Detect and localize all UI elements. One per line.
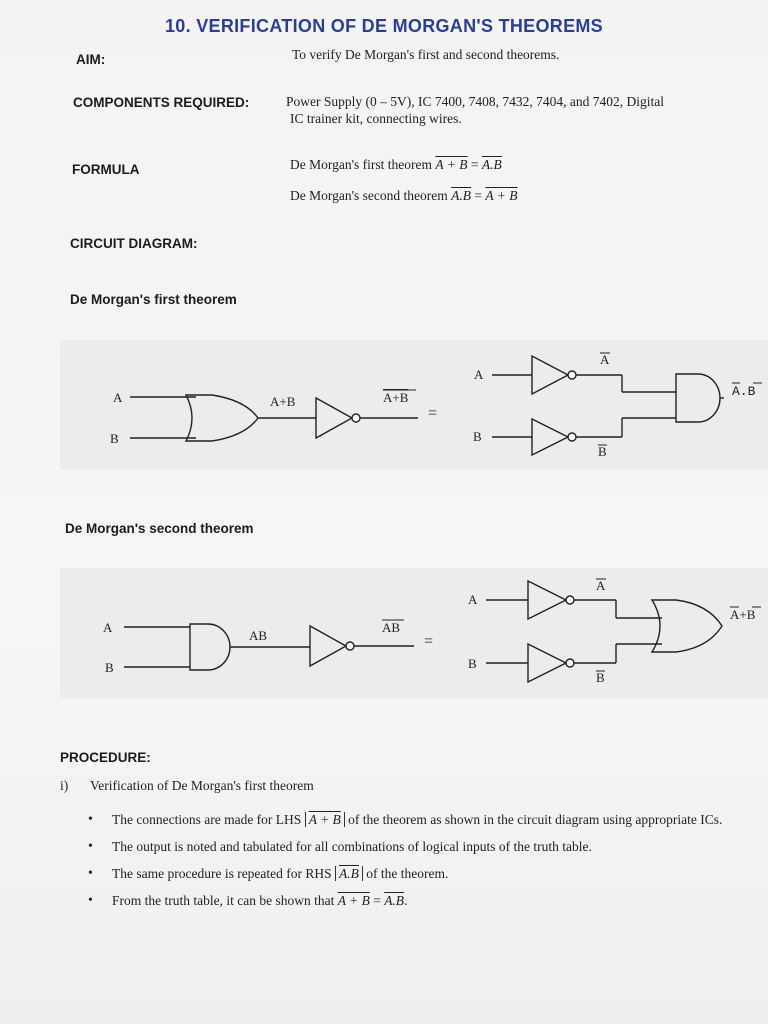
second-out-label: AB bbox=[382, 620, 401, 635]
first-abar: A bbox=[600, 352, 610, 367]
procedure-step-title: Verification of De Morgan's first theorem bbox=[90, 778, 314, 793]
first-right-out: A.B bbox=[732, 384, 756, 399]
bullet-1-text-start: The connections are made for LHS bbox=[112, 812, 302, 827]
first-bbar: B bbox=[598, 444, 607, 459]
bullet-3-text-start: The same procedure is repeated for RHS bbox=[112, 866, 332, 881]
second-in-a: A bbox=[103, 620, 113, 635]
formula-first: De Morgan's first theorem A + B = A.B bbox=[290, 157, 502, 172]
formula-second-text: De Morgan's second theorem bbox=[290, 188, 448, 203]
second-equals: = bbox=[424, 633, 434, 650]
first-in-a: A bbox=[113, 390, 123, 405]
bullet-1-text-end: of the theorem as shown in the circuit diagram using appropriate ICs. bbox=[348, 812, 723, 827]
bullet-1-lhs-expr: A + B bbox=[308, 812, 341, 827]
procedure-bullet-1 bbox=[88, 810, 768, 829]
aim-label: AIM: bbox=[76, 52, 106, 67]
second-right-b: B bbox=[468, 656, 477, 671]
bullet-4-text-start: From the truth table, it can be shown that bbox=[112, 893, 335, 908]
second-mid-label: AB bbox=[249, 628, 268, 643]
first-right-b: B bbox=[473, 429, 482, 444]
formula-second: De Morgan's second theorem A.B = A + B bbox=[290, 188, 518, 203]
bullet-4-equals: = bbox=[369, 893, 385, 908]
bullet-4-lhs-expr: A + B bbox=[337, 893, 370, 908]
formula-label: FORMULA bbox=[72, 162, 140, 177]
first-theorem-heading: De Morgan's first theorem bbox=[70, 292, 237, 307]
procedure-bullet-3 bbox=[88, 864, 768, 883]
procedure-bullet-list bbox=[88, 810, 768, 918]
components-label: COMPONENTS REQUIRED: bbox=[73, 95, 250, 110]
bullet-4-rhs-expr: A.B bbox=[384, 893, 405, 908]
formula-second-rhs: A + B bbox=[485, 188, 518, 203]
procedure-bullet-2: • The output is noted and tabulated for all combinations of logical inputs of the truth table. bbox=[88, 837, 768, 856]
circuit-label: CIRCUIT DIAGRAM: bbox=[70, 236, 198, 251]
second-theorem-diagram bbox=[0, 568, 768, 698]
first-right-a: A bbox=[474, 367, 484, 382]
formula-first-lhs: A + B bbox=[435, 157, 468, 172]
second-in-b: B bbox=[105, 660, 114, 675]
bullet-4-period: . bbox=[404, 893, 408, 908]
components-line1: Power Supply (0 – 5V), IC 7400, 7408, 7432, 7404, and 7402, Digital bbox=[286, 94, 664, 109]
second-abar: A bbox=[596, 578, 606, 593]
formula-first-rhs: A.B bbox=[481, 157, 502, 172]
bullet-3-text-end: of the theorem. bbox=[366, 866, 449, 881]
first-equals: = bbox=[428, 405, 438, 422]
aim-text: To verify De Morgan's first and second theorems. bbox=[292, 47, 560, 62]
second-bbar: B bbox=[596, 670, 605, 685]
procedure-label: PROCEDURE: bbox=[60, 750, 151, 765]
first-theorem-diagram bbox=[0, 340, 768, 470]
formula-first-text: De Morgan's first theorem bbox=[290, 157, 433, 172]
first-in-b: B bbox=[110, 431, 119, 446]
components-line2: IC trainer kit, connecting wires. bbox=[290, 111, 462, 126]
second-right-a: A bbox=[468, 592, 478, 607]
second-right-out: A+B bbox=[730, 607, 756, 622]
first-mid-label: A+B bbox=[270, 394, 296, 409]
procedure-bullet-4 bbox=[88, 891, 768, 910]
formula-second-lhs: A.B bbox=[451, 188, 472, 203]
bullet-3-rhs-expr: A.B bbox=[339, 866, 359, 881]
second-theorem-heading: De Morgan's second theorem bbox=[65, 521, 254, 536]
first-out-label: A+B bbox=[383, 390, 409, 405]
procedure-step-number: i) bbox=[60, 778, 69, 793]
page-title: 10. VERIFICATION OF DE MORGAN'S THEOREMS bbox=[165, 16, 603, 36]
